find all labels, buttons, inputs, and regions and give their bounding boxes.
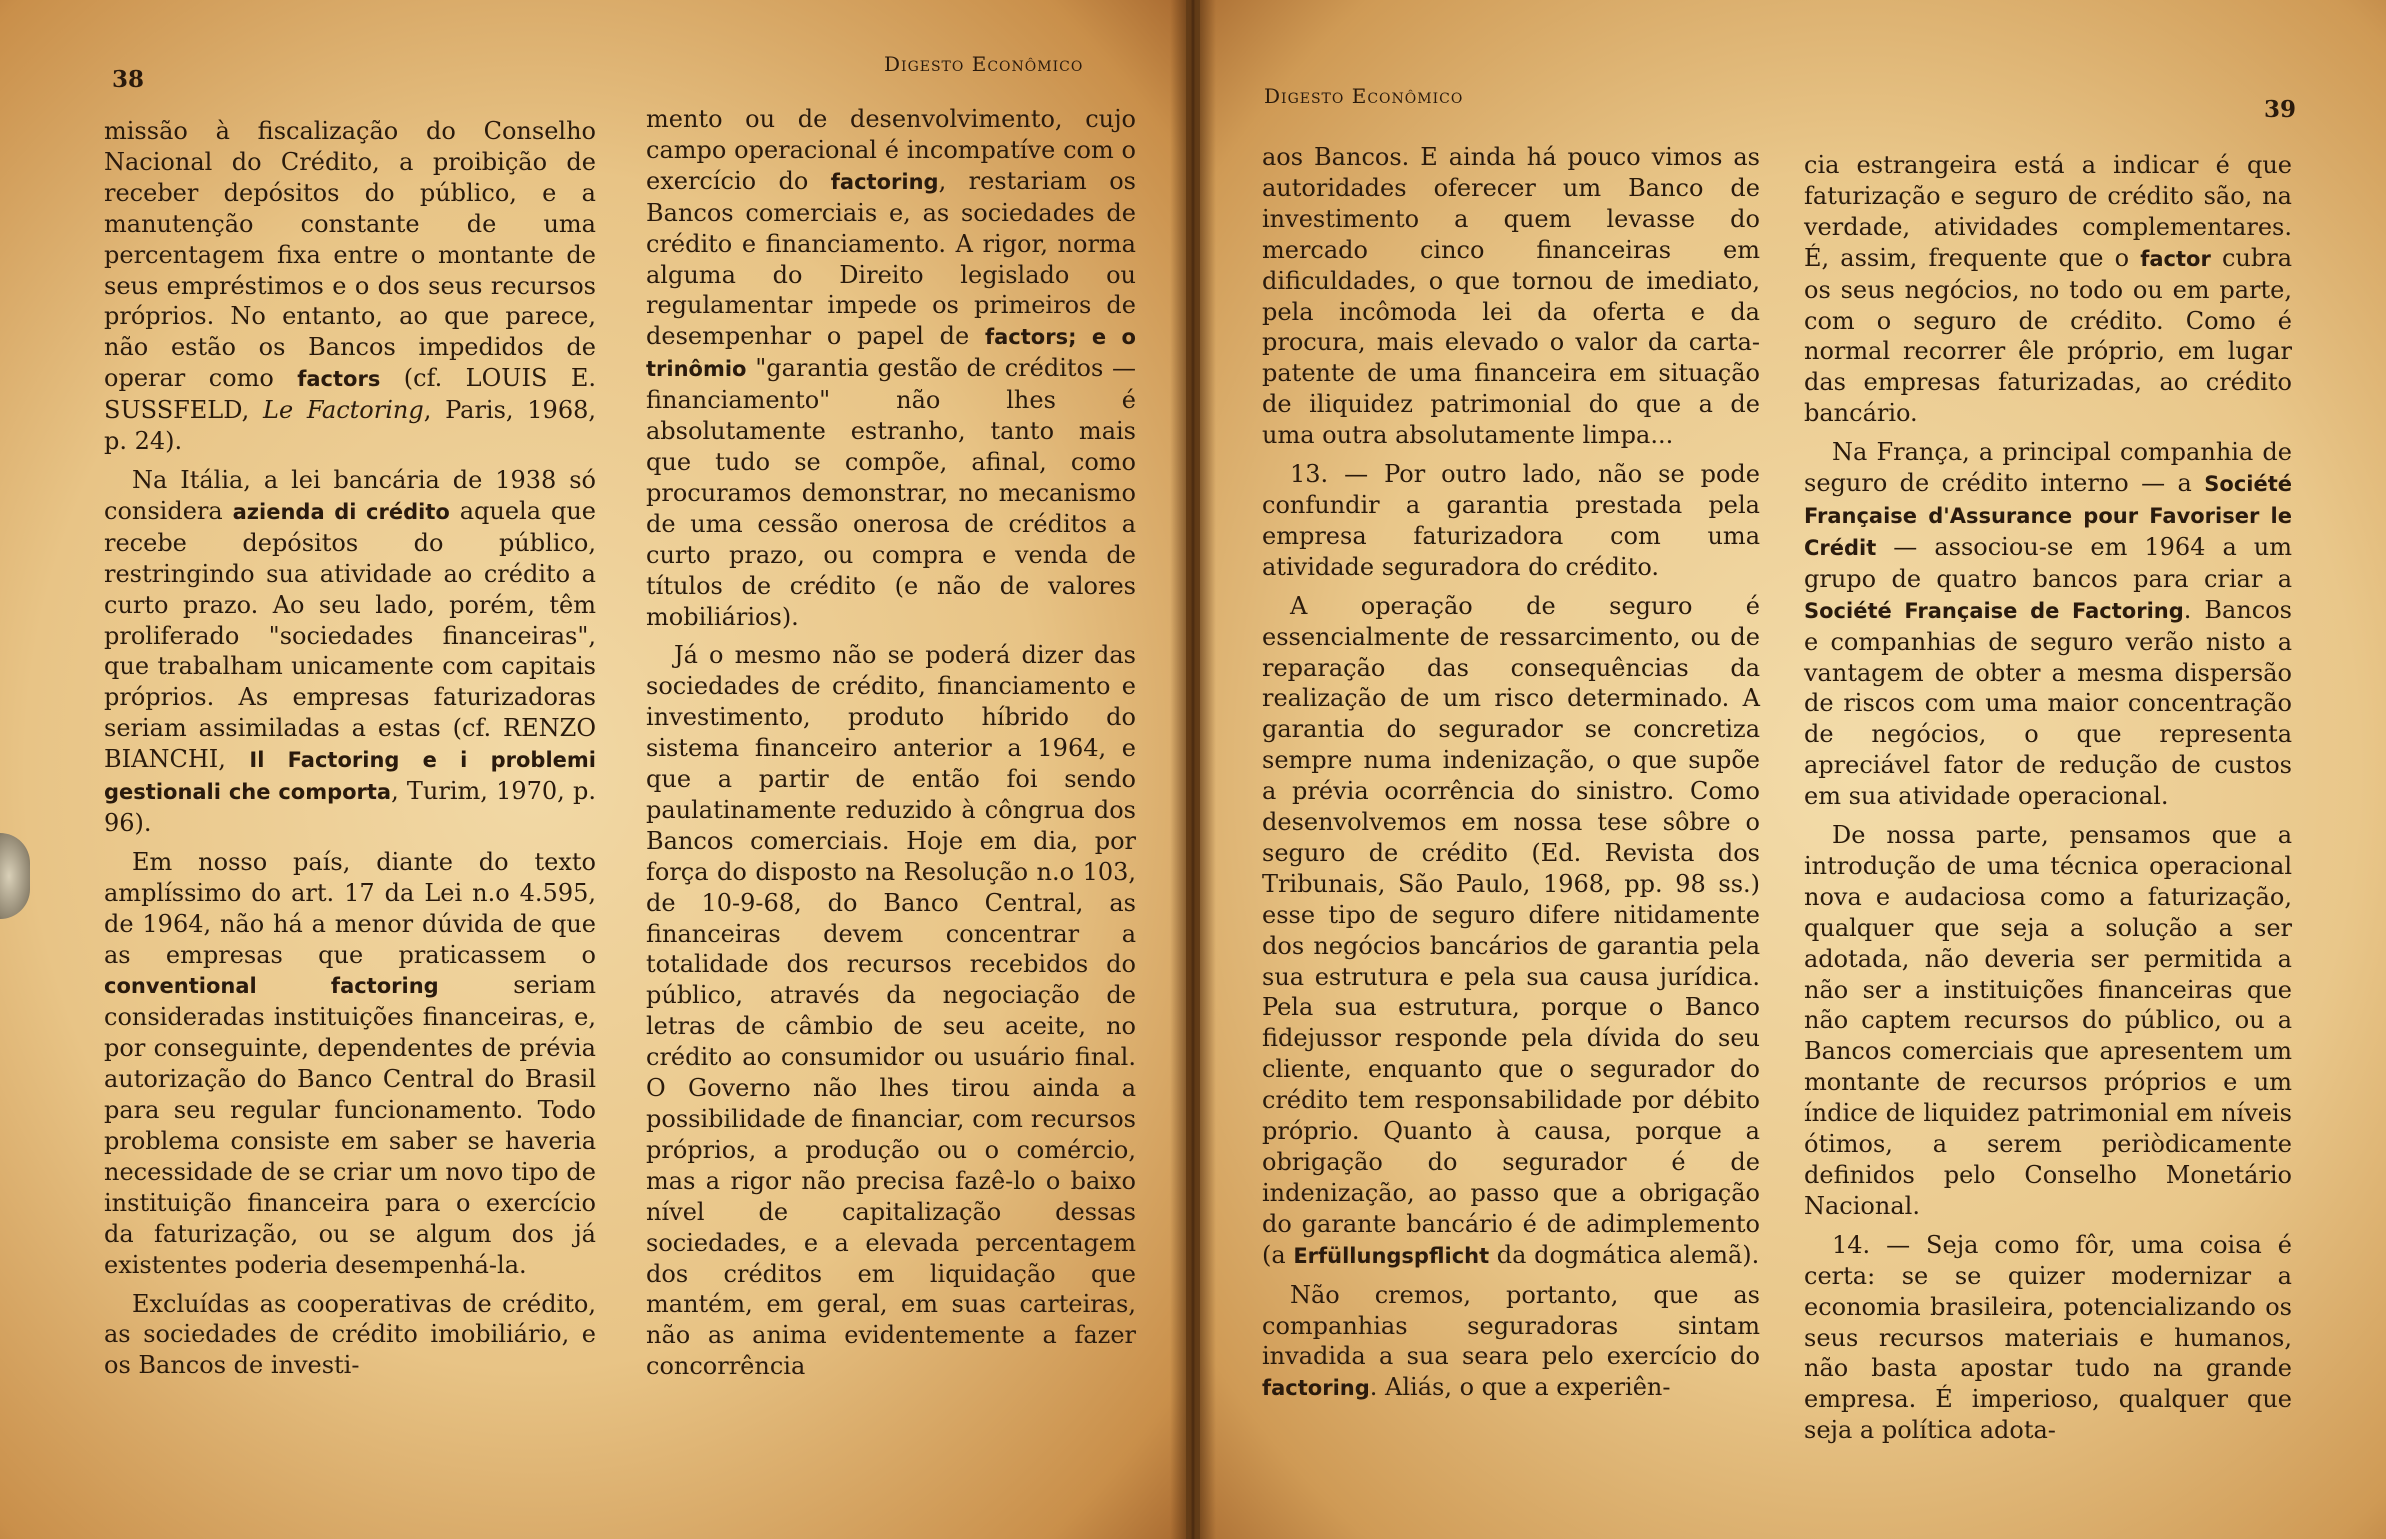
emphasized-term: Il Factoring e i problemi gestionali che comporta xyxy=(104,748,596,805)
right-page xyxy=(1200,0,2386,1539)
right-page-column-2 xyxy=(1804,150,2292,1454)
emphasized-term: factors xyxy=(297,367,381,392)
text-run: seriam consideradas instituições financeiras, e, por conseguinte, dependentes de prévia autorização do Banco Central do Brasil para seu regular funcionamento. Todo problema consiste em saber se haveria necessidade de se criar um novo tipo de instituição financeira para o exercício da faturização, ou se algum dos já existentes poderia desempenhá-la. xyxy=(104,971,596,1279)
paragraph xyxy=(1804,1230,2292,1446)
paragraph xyxy=(646,640,1136,1382)
text-run: aquela que recebe depósitos do público, restringindo sua atividade ao crédito a curto prazo. Ao seu lado, porém, têm proliferado "sociedades financeiras", que trabalham unicamente com capitais próprios. As empresas faturizadoras seriam assimiladas a estas (cf. RENZO BIANCHI, xyxy=(104,496,596,774)
emphasized-term: factoring xyxy=(1262,1376,1370,1401)
left-page-column-1 xyxy=(104,116,596,1389)
emphasized-term: factors; e o trinômio xyxy=(646,325,1136,382)
text-run: cubra os seus negócios, no todo ou em parte, com o seguro de crédito. Como é normal recorrer êle próprio, em lugar das empresas faturizadas, ao crédito bancário. xyxy=(1804,243,2292,428)
text-run: . Bancos e companhias de seguro verão nisto a vantagem de obter a mesma dispersão de riscos com uma maior concentração de negócios, o que representa apreciável fator de redução de custos em sua atividade operacional. xyxy=(1804,595,2292,811)
paragraph xyxy=(1262,591,1760,1272)
emphasized-term: conventional factoring xyxy=(104,974,439,999)
index-tab-sticker xyxy=(0,833,30,919)
text-run: cia estrangeira está a indicar é que faturização e seguro de crédito são, na verdade, atividades complementares. É, assim, frequente que o xyxy=(1804,151,2292,272)
text-run: , restariam os Bancos comerciais e, as sociedades de crédito e financiamento. A rigor, norma alguma do Direito legislado ou regulamentar impede os primeiros de desempenhar o papel de xyxy=(646,166,1136,351)
emphasized-term: Société Française d'Assurance pour Favoriser le Crédit xyxy=(1804,472,2292,560)
text-run: 14. — Seja como fôr, uma coisa é certa: se se quizer modernizar a economia brasileira, potencializando os seus recursos materiais e humanos, não basta apostar tudo na grande empresa. É imperioso, qualquer que seja a política adota- xyxy=(1804,1230,2292,1445)
book-gutter xyxy=(1170,0,1216,1539)
text-run: Excluídas as cooperativas de crédito, as sociedades de crédito imobiliário, e os Bancos de investi- xyxy=(104,1289,596,1380)
text-run: 13. — Por outro lado, não se pode confundir a garantia prestada pela empresa faturizadora com uma atividade seguradora do crédito. xyxy=(1262,460,1760,581)
text-run: Na França, a principal companhia de seguro de crédito interno — a xyxy=(1804,438,2292,498)
text-run: mento ou de desenvolvimento, cujo campo operacional é incompatíve com o exercício do xyxy=(646,105,1136,195)
paragraph xyxy=(1804,437,2292,812)
emphasized-term: Le Factoring xyxy=(263,396,424,425)
text-run: Em nosso país, diante do texto amplíssimo do art. 17 da Lei n.o 4.595, de 1964, não há a menor dúvida de que as empresas que praticassem o xyxy=(104,847,596,969)
emphasized-term: factor xyxy=(2140,246,2211,271)
text-run: De nossa parte, pensamos que a introdução de uma técnica operacional nova e audaciosa como a faturização, qualquer que seja a solução a ser adotada, não deveria ser permitida a não ser a instituições financeiras que não captem recursos do público, ou a Bancos comerciais que apresentem um montante de recursos próprios e um índice de liquidez patrimonial em níveis ótimos, a serem periòdicamente definidos pelo Conselho Monetário Nacional. xyxy=(1804,821,2292,1220)
text-run: "garantia gestão de créditos — financiamento" não lhes é absolutamente estranho, tanto mais que tudo se compõe, afinal, como procuramos demonstrar, no mecanismo de uma cessão onerosa de créditos a curto prazo, ou compra e venda de títulos de crédito (e não de valores mobiliários). xyxy=(646,354,1136,631)
left-page xyxy=(0,0,1186,1539)
emphasized-term: factoring xyxy=(830,169,939,194)
paragraph xyxy=(104,847,596,1281)
right-page-column-1 xyxy=(1262,142,1760,1412)
paragraph xyxy=(1262,459,1760,583)
emphasized-term: Erfüllungspflicht xyxy=(1293,1243,1490,1268)
text-run: , Turim, 1970, p. 96). xyxy=(104,777,596,837)
emphasized-term: azienda di crédito xyxy=(232,499,450,524)
page-number: 39 xyxy=(2264,96,2297,123)
running-head: Digesto Econômico xyxy=(884,52,1084,76)
paragraph xyxy=(104,1289,596,1382)
text-run: aos Bancos. E ainda há pouco vimos as autoridades oferecer um Banco de investimento a quem levasse do mercado cinco financeiras em dificuldades, o que tornou de imediato, pela incômoda lei da oferta e da procura, mais elevado o valor da carta-patente de uma financeira em situação de iliquidez patrimonial do que a de uma outra absolutamente limpa... xyxy=(1262,143,1760,450)
text-run: — associou-se em 1964 a um grupo de quatro bancos para criar a xyxy=(1804,532,2292,593)
paragraph xyxy=(1804,820,2292,1222)
running-head: Digesto Econômico xyxy=(1264,84,1464,108)
page-number: 38 xyxy=(112,66,145,93)
paragraph xyxy=(1262,142,1760,451)
text-run: (cf. LOUIS E. SUSSFELD, xyxy=(104,364,597,425)
text-run: Na Itália, a lei bancária de 1938 só considera xyxy=(104,465,596,525)
paragraph xyxy=(646,104,1136,632)
paragraph xyxy=(1804,150,2292,429)
text-run: , Paris, 1968, p. 24). xyxy=(104,396,596,456)
paragraph xyxy=(1262,1280,1760,1405)
left-page-column-2 xyxy=(646,104,1136,1390)
paragraph xyxy=(104,465,596,839)
text-run: Já o mesmo não se poderá dizer das sociedades de crédito, financiamento e investimento, produto híbrido do sistema financeiro anterior a 1964, e que a partir de então foi sendo paulatinamente reduzido à côngrua dos Bancos comerciais. Hoje em dia, por força do disposto na Resolução n.o 103, de 10-9-68, do Banco Central, as financeiras devem concentrar a totalidade dos recursos recebidos do público, através da negociação de letras de câmbio de seu aceite, no crédito ao consumidor ou usuário final. O Governo não lhes tirou ainda a possibilidade de financiar, com recursos próprios, a produção ou o comércio, mas a rigor não precisa fazê-lo o baixo nível de capitalização dessas sociedades, e a elevada percentagem dos créditos em liquidação que mantém, em geral, em suas carteiras, não as anima evidentemente a fazer concorrência xyxy=(646,641,1136,1381)
text-run: . Aliás, o que a experiên- xyxy=(1369,1373,1671,1402)
paragraph xyxy=(104,116,596,457)
text-run: da dogmática alemã). xyxy=(1489,1240,1760,1269)
emphasized-term: Société Française de Factoring xyxy=(1804,598,2184,623)
text-run: Não cremos, portanto, que as companhias seguradoras sintam invadida a sua seara pelo exercício do xyxy=(1262,1280,1760,1371)
text-run: missão à fiscalização do Conselho Nacional do Crédito, a proibição de receber depósitos do público, e a manutenção constante de uma percentagem fixa entre o montante de seus empréstimos e o dos seus recursos próprios. No entanto, ao que parece, não estão os Bancos impedidos de operar como xyxy=(104,117,596,393)
text-run: A operação de seguro é essencialmente de ressarcimento, ou de reparação das consequências da realização de um risco determinado. A garantia do segurador se concretiza sempre numa indenização, o que supõe a prévia ocorrência do sinistro. Como desenvolvemos em nossa tese sôbre o seguro de crédito (Ed. Revista dos Tribunais, São Paulo, 1968, pp. 98 ss.) esse tipo de seguro difere nitidamente dos negócios bancários de garantia pela sua estrutura e pela sua causa jurídica. Pela sua estrutura, porque o Banco fidejussor responde pela dívida do seu cliente, enquanto que o segurador do crédito tem responsabilidade por débito próprio. Quanto à causa, porque a obrigação do segurador é de indenização, ao passo que a obrigação do garante bancário é de adimplemento (a xyxy=(1262,591,1760,1269)
